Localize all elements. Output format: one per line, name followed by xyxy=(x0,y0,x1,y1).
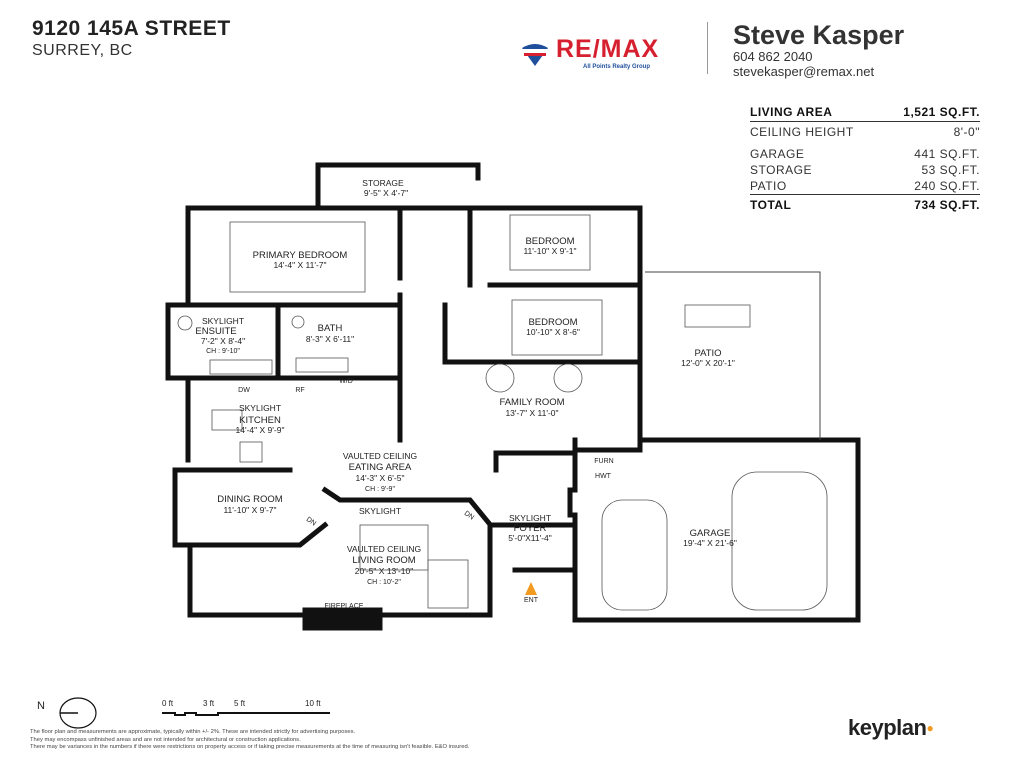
room-dims-eating-area: 14'-3" X 6'-5" xyxy=(355,473,405,483)
agent-phone[interactable]: 604 862 2040 xyxy=(733,49,813,64)
patio-outline xyxy=(645,272,820,440)
entry-arrow-icon xyxy=(525,582,537,595)
room-dims-primary-bedroom: 14'-4" X 11'-7" xyxy=(273,260,327,270)
room-dims-kitchen: 14'-4" X 9'-9" xyxy=(235,425,285,435)
keyplan-mark-icon: ● xyxy=(926,721,934,735)
room-name-ensuite: ENSUITE xyxy=(195,326,237,337)
car-icon xyxy=(732,472,827,610)
room-name-garage: GARAGE xyxy=(689,528,731,539)
room-name-bath: BATH xyxy=(317,323,343,334)
room-dims-garage: 19'-4" X 21'-6" xyxy=(683,538,737,548)
room-ch-eating-area: CH : 9'-9" xyxy=(365,486,395,493)
room-note-living-room: VAULTED CEILING xyxy=(346,544,422,554)
room-name-storage: STORAGE xyxy=(362,178,404,188)
room-dims-patio: 12'-0" X 20'-1" xyxy=(681,358,735,368)
dishwasher-label: DW xyxy=(238,387,250,394)
stat-value: 240 SQ.FT. xyxy=(914,179,980,193)
scale-bar xyxy=(162,713,330,715)
stairs-down-label: DN xyxy=(462,510,476,522)
logo-subtitle: All Points Realty Group xyxy=(583,64,651,70)
room-dims-living-room: 20'-5" X 13'-10" xyxy=(354,566,414,576)
agent-email[interactable]: stevekasper@remax.net xyxy=(733,64,875,79)
room-name-primary-bedroom: PRIMARY BEDROOM xyxy=(252,250,348,261)
room-name-bedroom: BEDROOM xyxy=(528,317,578,328)
stat-value: 441 SQ.FT. xyxy=(914,147,980,161)
stat-label: STORAGE xyxy=(750,163,812,177)
room-name-dining-room: DINING ROOM xyxy=(217,494,283,505)
agent-name: Steve Kasper xyxy=(733,20,905,50)
north-label: N xyxy=(37,700,45,712)
stat-label: PATIO xyxy=(750,179,787,193)
toilet-icon xyxy=(178,316,192,330)
toilet-icon xyxy=(292,316,304,328)
room-dims-ensuite: 7'-2" X 8'-4" xyxy=(200,336,246,346)
room-name-living-room: LIVING ROOM xyxy=(352,555,416,566)
dining-table-icon xyxy=(685,305,750,327)
stat-value: 1,521 SQ.FT. xyxy=(903,105,980,119)
chair-icon xyxy=(486,364,514,392)
room-dims-bath: 8'-3" X 6'-11" xyxy=(305,334,355,344)
scale-tick-3: 3 ft xyxy=(203,699,215,708)
address-line2: SURREY, BC xyxy=(32,42,133,59)
fireplace-label: FIREPLACE xyxy=(324,603,364,610)
room-name-bedroom: BEDROOM xyxy=(525,236,575,247)
stat-value: 8'-0" xyxy=(953,125,980,139)
disclaimer-line: The floor plan and measurements are approximate, typically within +/- 2%. These are intended strictly for advertising purposes. xyxy=(30,729,356,735)
room-name-patio: PATIO xyxy=(694,348,722,359)
room-name-foyer: FOYER xyxy=(513,523,547,534)
sofa-icon xyxy=(428,560,468,608)
room-dims-bedroom: 11'-10" X 9'-1" xyxy=(523,246,577,256)
bathtub-icon xyxy=(296,358,348,372)
room-name-family-room: FAMILY ROOM xyxy=(499,397,565,408)
stat-label: LIVING AREA xyxy=(750,105,833,119)
car-icon xyxy=(602,500,667,610)
stat-label: GARAGE xyxy=(750,147,805,161)
north-compass-icon xyxy=(60,698,96,728)
stat-value: 734 SQ.FT. xyxy=(914,198,980,212)
address-line1: 9120 145A STREET xyxy=(32,17,231,40)
stat-label: TOTAL xyxy=(750,198,792,212)
chair-icon xyxy=(554,364,582,392)
room-dims-storage: 9'-5" X 4'-7" xyxy=(363,188,409,198)
disclaimer-line: There may be variances in the numbers if there were restrictions on property access or if taking precise measurements at the time of measuring isn't feasible. E&O insured. xyxy=(30,744,470,750)
skylight-label: SKYLIGHT xyxy=(358,506,402,516)
keyplan-logo xyxy=(848,715,933,741)
room-name-eating-area: EATING AREA xyxy=(348,462,412,473)
fridge-label: RF xyxy=(295,387,305,394)
washer-dryer-label: W/D xyxy=(339,378,353,385)
room-dims-dining-room: 11'-10" X 9'-7" xyxy=(223,505,277,515)
room-note-foyer: SKYLIGHT xyxy=(508,513,552,523)
room-name-kitchen: KITCHEN xyxy=(239,415,281,426)
stat-label: CEILING HEIGHT xyxy=(750,125,854,139)
room-note-eating-area: VAULTED CEILING xyxy=(342,451,418,461)
furnace-label: FURN xyxy=(594,458,614,465)
stat-value: 53 SQ.FT. xyxy=(921,163,980,177)
room-note-ensuite: SKYLIGHT xyxy=(201,316,245,326)
scale-tick-0: 0 ft xyxy=(162,699,174,708)
logo-text: RE/MAX xyxy=(556,35,660,63)
disclaimer xyxy=(30,729,469,752)
scale-tick-10: 10 ft xyxy=(305,699,321,708)
hot-water-tank-label: HWT xyxy=(595,473,611,480)
stairs-down-label: DN xyxy=(304,516,318,528)
entrance-label: ENT xyxy=(524,597,538,604)
scale-tick-5: 5 ft xyxy=(234,699,246,708)
room-ch-living-room: CH : 10'-2" xyxy=(367,579,401,586)
keyplan-text: keyplan xyxy=(848,715,927,740)
room-dims-family-room: 13'-7" X 11'-0" xyxy=(505,408,559,418)
disclaimer-line: They may encompass unfinished areas and are not intended for architectural or construction applications. xyxy=(30,736,301,743)
bathtub-icon xyxy=(210,360,272,374)
room-dims-foyer: 5'-0"X11'-4" xyxy=(508,533,552,543)
room-dims-bedroom: 10'-10" X 8'-6" xyxy=(526,327,580,337)
stove-icon xyxy=(240,442,262,462)
room-note-kitchen: SKYLIGHT xyxy=(238,403,282,413)
room-ch-ensuite: CH : 9'-10" xyxy=(206,348,240,355)
